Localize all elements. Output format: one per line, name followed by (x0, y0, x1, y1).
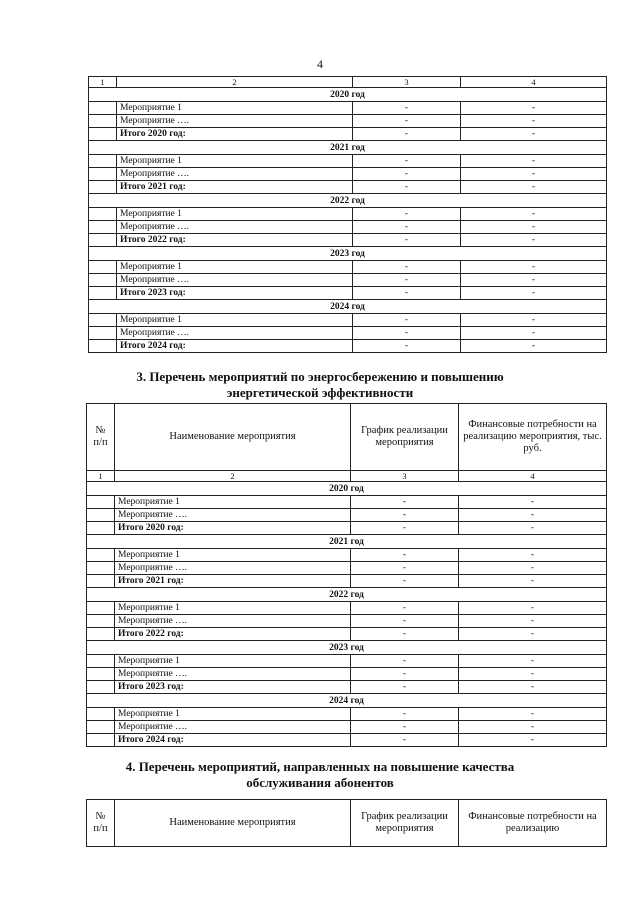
total-row (87, 681, 607, 694)
schedule-cell: - (353, 208, 461, 221)
row-number-cell (89, 168, 117, 181)
schedule-cell: - (351, 721, 459, 734)
activity-name-cell: Мероприятие 1 (117, 261, 353, 274)
schedule-cell: - (351, 509, 459, 522)
schedule-cell: - (351, 562, 459, 575)
total-row (87, 628, 607, 641)
activity-name-cell: Итого 2022 год: (117, 234, 353, 247)
table-row (87, 668, 607, 681)
year-row (89, 247, 607, 261)
continued-activities-table (88, 76, 607, 353)
header-activity-name: Наименование мероприятия (115, 404, 351, 471)
table-row (87, 509, 607, 522)
activity-name-cell: Мероприятие 1 (115, 655, 351, 668)
column-number-cell: 1 (87, 471, 115, 482)
year-label: 2020 год (89, 88, 607, 102)
schedule-cell: - (351, 628, 459, 641)
schedule-cell: - (353, 287, 461, 300)
table-row (87, 615, 607, 628)
schedule-cell: - (353, 327, 461, 340)
activity-name-cell: Итого 2024 год: (117, 340, 353, 353)
table-header-row (87, 404, 607, 471)
schedule-cell: - (351, 708, 459, 721)
activity-name-cell: Итого 2020 год: (115, 522, 351, 535)
row-number-cell (87, 522, 115, 535)
row-number-cell (89, 221, 117, 234)
row-number-cell (87, 668, 115, 681)
schedule-cell: - (353, 155, 461, 168)
page-number: 4 (317, 57, 323, 71)
year-row (87, 588, 607, 602)
activity-name-cell: Мероприятие …. (117, 115, 353, 128)
row-number-cell (87, 549, 115, 562)
financing-cell: - (461, 208, 607, 221)
year-row (89, 194, 607, 208)
row-number-cell (87, 575, 115, 588)
financing-cell: - (459, 615, 607, 628)
row-number-cell (89, 128, 117, 141)
section-3-title-line2: энергетической эффективности (226, 385, 414, 400)
activity-name-cell: Мероприятие …. (115, 562, 351, 575)
schedule-cell: - (351, 655, 459, 668)
row-number-cell (87, 721, 115, 734)
year-label: 2022 год (89, 194, 607, 208)
total-row (87, 734, 607, 747)
year-label: 2022 год (87, 588, 607, 602)
schedule-cell: - (353, 181, 461, 194)
activity-name-cell: Итого 2021 год: (117, 181, 353, 194)
financing-cell: - (461, 168, 607, 181)
schedule-cell: - (351, 496, 459, 509)
activity-name-cell: Итого 2021 год: (115, 575, 351, 588)
year-row (87, 482, 607, 496)
activity-name-cell: Мероприятие 1 (115, 549, 351, 562)
financing-cell: - (461, 327, 607, 340)
year-row (87, 641, 607, 655)
schedule-cell: - (351, 602, 459, 615)
section-3-title (0, 369, 640, 401)
column-number-cell: 3 (353, 77, 461, 88)
table-row (89, 155, 607, 168)
row-number-cell (89, 208, 117, 221)
activity-name-cell: Итого 2023 год: (115, 681, 351, 694)
schedule-cell: - (351, 575, 459, 588)
column-number-row (87, 471, 607, 482)
activity-name-cell: Мероприятие …. (115, 615, 351, 628)
year-row (89, 88, 607, 102)
financing-cell: - (459, 562, 607, 575)
row-number-cell (87, 628, 115, 641)
schedule-cell: - (351, 734, 459, 747)
year-label: 2020 год (87, 482, 607, 496)
financing-cell: - (461, 261, 607, 274)
activity-name-cell: Мероприятие 1 (117, 155, 353, 168)
header-number: № п/п (87, 800, 115, 847)
year-row (89, 141, 607, 155)
table-row (87, 562, 607, 575)
activity-name-cell: Мероприятие 1 (117, 102, 353, 115)
table-row (87, 655, 607, 668)
row-number-cell (89, 340, 117, 353)
activity-name-cell: Итого 2020 год: (117, 128, 353, 141)
row-number-cell (87, 602, 115, 615)
year-label: 2023 год (89, 247, 607, 261)
row-number-cell (87, 655, 115, 668)
total-row (89, 287, 607, 300)
activity-name-cell: Мероприятие …. (117, 327, 353, 340)
row-number-cell (89, 102, 117, 115)
financing-cell: - (459, 721, 607, 734)
year-label: 2023 год (87, 641, 607, 655)
row-number-cell (89, 314, 117, 327)
column-number-cell: 2 (115, 471, 351, 482)
year-row (87, 535, 607, 549)
schedule-cell: - (353, 261, 461, 274)
table-row (87, 721, 607, 734)
activity-name-cell: Мероприятие 1 (115, 602, 351, 615)
row-number-cell (89, 274, 117, 287)
activity-name-cell: Итого 2023 год: (117, 287, 353, 300)
financing-cell: - (459, 681, 607, 694)
row-number-cell (89, 155, 117, 168)
activity-name-cell: Итого 2024 год: (115, 734, 351, 747)
financing-cell: - (461, 234, 607, 247)
header-financing: Финансовые потребности на реализацию мероприятия, тыс. руб. (459, 404, 607, 471)
row-number-cell (87, 496, 115, 509)
table-header-row (87, 800, 607, 847)
activity-name-cell: Мероприятие …. (117, 274, 353, 287)
financing-cell: - (459, 549, 607, 562)
schedule-cell: - (353, 168, 461, 181)
table-row (89, 327, 607, 340)
service-quality-activities-table (86, 799, 607, 847)
financing-cell: - (459, 708, 607, 721)
year-label: 2024 год (89, 300, 607, 314)
energy-saving-activities-table (86, 403, 607, 747)
financing-cell: - (461, 340, 607, 353)
financing-cell: - (461, 181, 607, 194)
total-row (89, 181, 607, 194)
financing-cell: - (461, 274, 607, 287)
row-number-cell (89, 287, 117, 300)
year-label: 2021 год (89, 141, 607, 155)
table-row (87, 496, 607, 509)
column-number-cell: 4 (459, 471, 607, 482)
total-row (89, 128, 607, 141)
financing-cell: - (459, 509, 607, 522)
section-3-title-line1: 3. Перечень мероприятий по энергосбережению и повышению (136, 369, 504, 384)
total-row (87, 522, 607, 535)
activity-name-cell: Мероприятие 1 (117, 208, 353, 221)
schedule-cell: - (353, 221, 461, 234)
activity-name-cell: Мероприятие …. (117, 221, 353, 234)
financing-cell: - (461, 314, 607, 327)
row-number-cell (87, 681, 115, 694)
year-label: 2024 год (87, 694, 607, 708)
financing-cell: - (459, 575, 607, 588)
schedule-cell: - (353, 102, 461, 115)
header-activity-name: Наименование мероприятия (115, 800, 351, 847)
financing-cell: - (459, 522, 607, 535)
financing-cell: - (459, 628, 607, 641)
table-row (89, 168, 607, 181)
column-number-cell: 4 (461, 77, 607, 88)
row-number-cell (87, 734, 115, 747)
row-number-cell (89, 115, 117, 128)
table-row (87, 708, 607, 721)
header-schedule: График реализации мероприятия (351, 404, 459, 471)
total-row (87, 575, 607, 588)
financing-cell: - (461, 102, 607, 115)
row-number-cell (89, 327, 117, 340)
activity-name-cell: Мероприятие …. (115, 668, 351, 681)
schedule-cell: - (353, 234, 461, 247)
table-row (89, 102, 607, 115)
total-row (89, 234, 607, 247)
financing-cell: - (459, 655, 607, 668)
table-row (89, 115, 607, 128)
financing-cell: - (461, 155, 607, 168)
section-4-title-line1: 4. Перечень мероприятий, направленных на повышение качества (125, 759, 515, 774)
schedule-cell: - (351, 668, 459, 681)
table-row (89, 221, 607, 234)
schedule-cell: - (351, 549, 459, 562)
financing-cell: - (461, 115, 607, 128)
activity-name-cell: Мероприятие 1 (115, 496, 351, 509)
column-number-cell: 1 (89, 77, 117, 88)
section-4-title-line2: обслуживания абонентов (246, 775, 394, 790)
table-row (89, 208, 607, 221)
financing-cell: - (459, 668, 607, 681)
row-number-cell (89, 234, 117, 247)
schedule-cell: - (353, 314, 461, 327)
row-number-cell (87, 708, 115, 721)
header-schedule: График реализации мероприятия (351, 800, 459, 847)
financing-cell: - (461, 221, 607, 234)
activity-name-cell: Итого 2022 год: (115, 628, 351, 641)
schedule-cell: - (351, 681, 459, 694)
schedule-cell: - (353, 128, 461, 141)
row-number-cell (87, 509, 115, 522)
column-number-row (89, 77, 607, 88)
header-financing: Финансовые потребности на реализацию (459, 800, 607, 847)
table-row (89, 314, 607, 327)
activity-name-cell: Мероприятие …. (117, 168, 353, 181)
row-number-cell (87, 615, 115, 628)
table-row (87, 549, 607, 562)
schedule-cell: - (353, 274, 461, 287)
schedule-cell: - (351, 522, 459, 535)
section-4-title (0, 759, 640, 791)
financing-cell: - (459, 496, 607, 509)
financing-cell: - (461, 128, 607, 141)
total-row (89, 340, 607, 353)
year-label: 2021 год (87, 535, 607, 549)
financing-cell: - (461, 287, 607, 300)
activity-name-cell: Мероприятие …. (115, 509, 351, 522)
activity-name-cell: Мероприятие 1 (115, 708, 351, 721)
schedule-cell: - (353, 340, 461, 353)
financing-cell: - (459, 602, 607, 615)
schedule-cell: - (353, 115, 461, 128)
activity-name-cell: Мероприятие 1 (117, 314, 353, 327)
year-row (89, 300, 607, 314)
column-number-cell: 3 (351, 471, 459, 482)
row-number-cell (89, 261, 117, 274)
table-row (89, 274, 607, 287)
table-row (87, 602, 607, 615)
schedule-cell: - (351, 615, 459, 628)
column-number-cell: 2 (117, 77, 353, 88)
financing-cell: - (459, 734, 607, 747)
table-row (89, 261, 607, 274)
header-number: № п/п (87, 404, 115, 471)
row-number-cell (87, 562, 115, 575)
row-number-cell (89, 181, 117, 194)
year-row (87, 694, 607, 708)
activity-name-cell: Мероприятие …. (115, 721, 351, 734)
